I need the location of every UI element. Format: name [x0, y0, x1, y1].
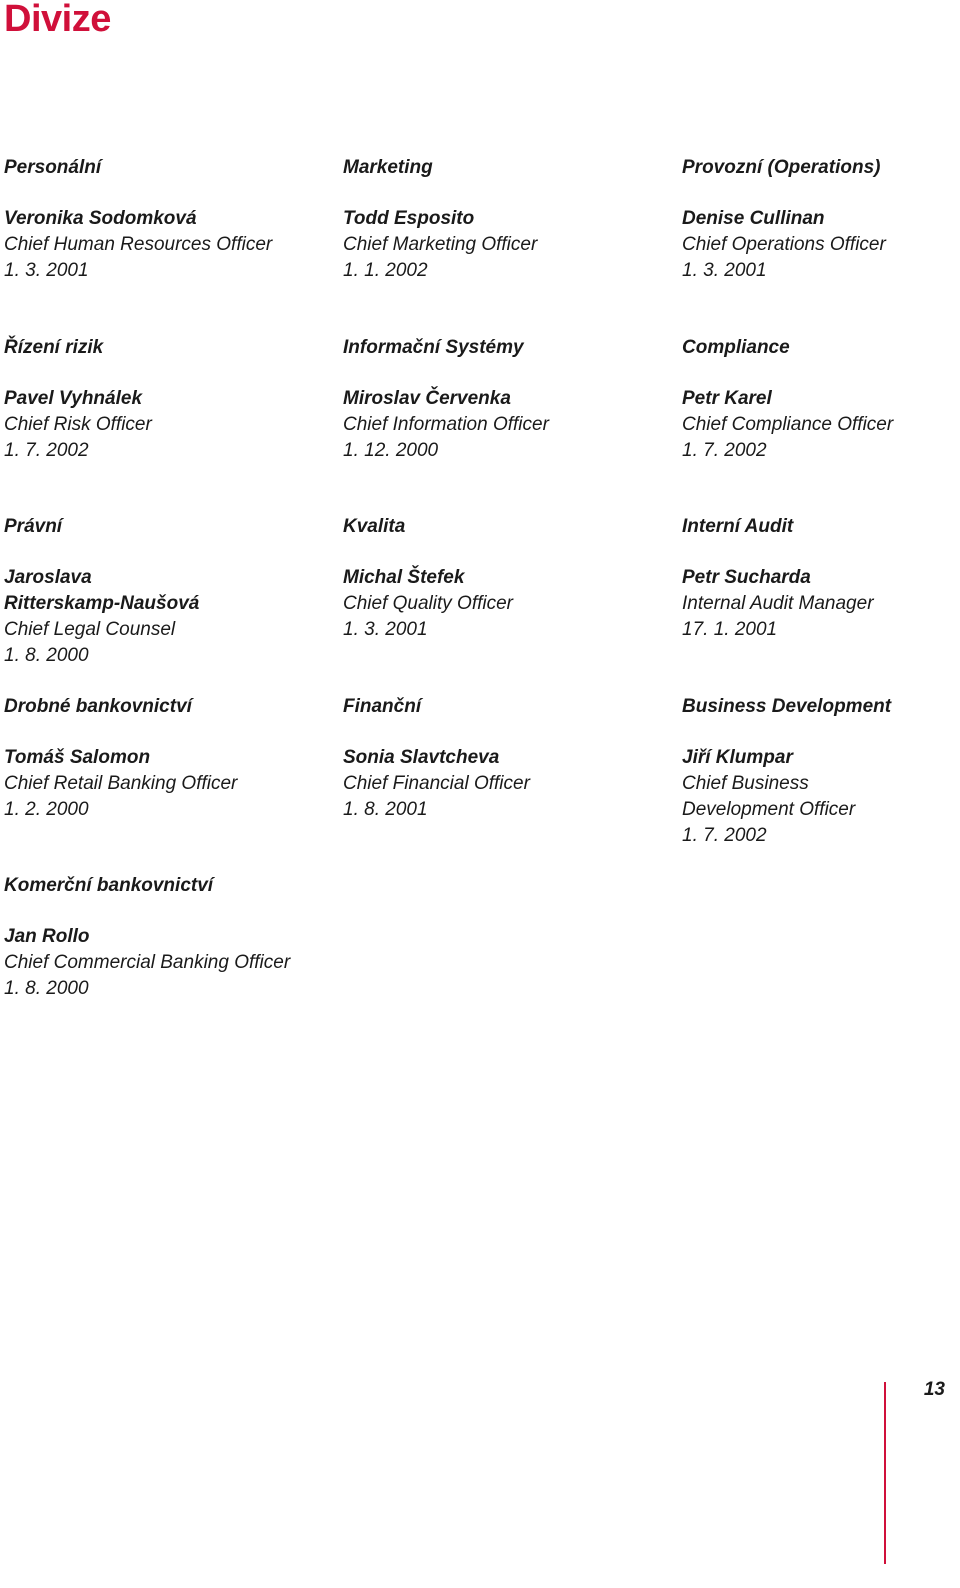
division-komercni-bankovnictvi [4, 873, 334, 1002]
officer-name: Veronika Sodomková [4, 208, 197, 230]
officer-name: Jan Rollo [4, 926, 90, 948]
division-heading: Provozní (Operations) [682, 157, 881, 178]
officer-role: Chief Risk Officer [4, 414, 152, 436]
appointment-date: 1. 8. 2000 [4, 644, 89, 666]
officer-role-continued: Development Officer [682, 798, 856, 820]
division-heading: Právní [4, 516, 63, 537]
appointment-date: 1. 3. 2001 [682, 259, 767, 281]
officer-name: Michal Štefek [343, 567, 465, 589]
appointment-date: 1. 7. 2002 [4, 439, 89, 461]
division-heading: Drobné bankovnictví [4, 696, 192, 717]
footer-divider-line [884, 1382, 886, 1564]
division-heading: Compliance [682, 337, 790, 358]
officer-name-continued: Ritterskamp-Naušová [4, 593, 200, 615]
officer-role: Chief Quality Officer [343, 593, 513, 615]
division-informacni-systemy [343, 335, 673, 464]
appointment-date: 1. 3. 2001 [343, 618, 428, 640]
division-heading: Kvalita [343, 516, 406, 537]
officer-name: Sonia Slavtcheva [343, 747, 500, 769]
division-heading: Business Development [682, 696, 892, 717]
appointment-date: 1. 3. 2001 [4, 259, 89, 281]
officer-role: Chief Business [682, 773, 809, 795]
officer-name: Tomáš Salomon [4, 747, 151, 769]
officer-role: Chief Financial Officer [343, 773, 530, 795]
division-heading: Interní Audit [682, 516, 794, 537]
officer-name: Jiří Klumpar [682, 747, 793, 769]
officer-role: Chief Marketing Officer [343, 234, 538, 256]
division-operations [682, 155, 960, 284]
division-heading: Informační Systémy [343, 337, 524, 358]
appointment-date: 1. 1. 2002 [343, 259, 428, 281]
officer-role: Chief Legal Counsel [4, 618, 176, 640]
appointment-date: 17. 1. 2001 [682, 618, 778, 640]
officer-role: Internal Audit Manager [682, 593, 874, 615]
division-rizeni-rizik [4, 335, 334, 464]
appointment-date: 1. 8. 2000 [4, 977, 89, 999]
officer-role: Chief Operations Officer [682, 234, 886, 256]
division-marketing [343, 155, 673, 284]
officer-name: Jaroslava [4, 567, 92, 589]
division-business-development [682, 694, 960, 848]
officer-role: Chief Commercial Banking Officer [4, 952, 291, 974]
officer-role: Chief Compliance Officer [682, 414, 894, 436]
division-heading: Finanční [343, 696, 422, 717]
appointment-date: 1. 12. 2000 [343, 439, 439, 461]
division-heading: Personální [4, 157, 102, 178]
officer-name: Denise Cullinan [682, 208, 825, 230]
page-title: Divize [4, 0, 111, 40]
appointment-date: 1. 8. 2001 [343, 798, 428, 820]
officer-name: Petr Karel [682, 388, 772, 410]
appointment-date: 1. 7. 2002 [682, 439, 767, 461]
division-compliance [682, 335, 960, 464]
appointment-date: 1. 2. 2000 [4, 798, 89, 820]
division-drobne-bankovnictvi [4, 694, 334, 823]
officer-role: Chief Information Officer [343, 414, 549, 436]
division-heading: Marketing [343, 157, 433, 178]
division-personalni [4, 155, 334, 284]
division-financni [343, 694, 673, 823]
division-interni-audit [682, 514, 960, 643]
officer-name: Petr Sucharda [682, 567, 811, 589]
officer-name: Miroslav Červenka [343, 388, 511, 410]
officer-role: Chief Human Resources Officer [4, 234, 273, 256]
officer-role: Chief Retail Banking Officer [4, 773, 238, 795]
division-kvalita [343, 514, 673, 643]
division-heading: Řízení rizik [4, 337, 104, 358]
officer-name: Todd Esposito [343, 208, 475, 230]
division-pravni [4, 514, 334, 668]
appointment-date: 1. 7. 2002 [682, 824, 767, 846]
officer-name: Pavel Vyhnálek [4, 388, 143, 410]
division-heading: Komerční bankovnictví [4, 875, 214, 896]
page-number: 13 [923, 1379, 945, 1400]
